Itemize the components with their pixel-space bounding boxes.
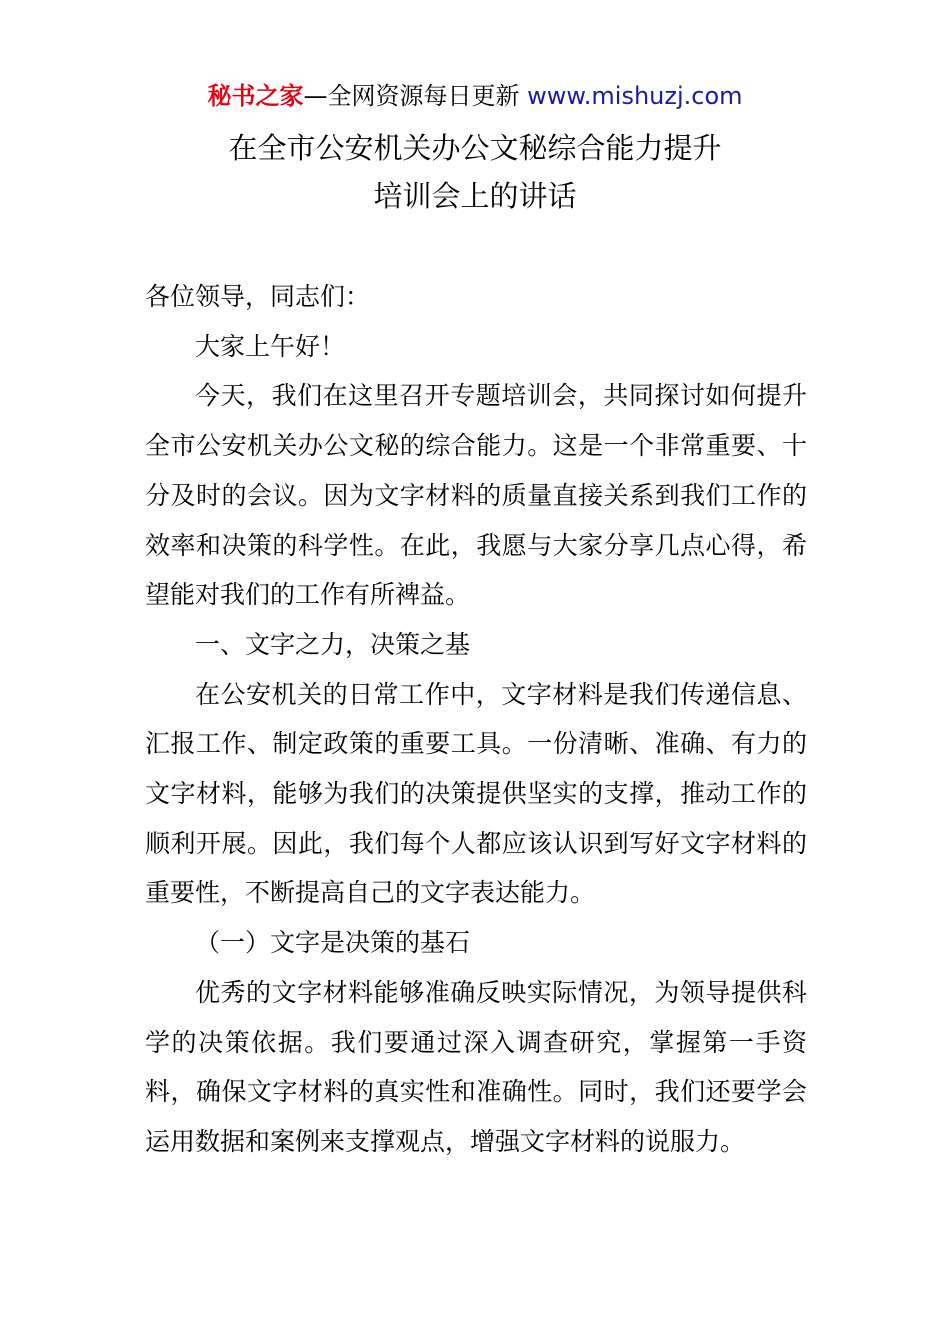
paragraph-greeting: 大家上午好！ [195, 331, 346, 361]
paragraph-intro: 今天，我们在这里召开专题培训会，共同探讨如何提升全市公安机关办公文秘的综合能力。这是一个非常重要、十分及时的会议。因为文字材料的质量直接关系到我们工作的效率和决策的科学性。在此，我愿与大家分享几点心得，希望能对我们的工作有所裨益。 [145, 381, 807, 610]
document-title-line-1: 在全市公安机关办公文秘综合能力提升 [228, 131, 722, 165]
paragraph-subsection-1: 优秀的文字材料能够准确反映实际情况，为领导提供科学的决策依据。我们要通过深入调查研究，掌握第一手资料，确保文字材料的真实性和准确性。同时，我们还要学会运用数据和案例来支撑观点，增强文字材料的说服力。 [145, 977, 807, 1156]
brand-name: 秘书之家 [207, 82, 304, 110]
document-body [145, 272, 807, 1167]
header-tagline: —全网资源每日更新 [303, 82, 520, 110]
site-url-link[interactable]: www.mishuzj.com [527, 82, 743, 110]
section-heading-1: 一、文字之力，决策之基 [195, 629, 471, 659]
site-header-banner [0, 80, 950, 112]
paragraph-section-1: 在公安机关的日常工作中，文字材料是我们传递信息、汇报工作、制定政策的重要工具。一份清晰、准确、有力的文字材料，能够为我们的决策提供坚实的支撑，推动工作的顺利开展。因此，我们每个人都应该认识到写好文字材料的重要性，不断提高自己的文字表达能力。 [145, 679, 807, 908]
salutation: 各位领导，同志们： [145, 282, 371, 311]
document-title-line-2: 培训会上的讲话 [373, 179, 577, 213]
subsection-heading-1: （一）文字是决策的基石 [195, 928, 471, 958]
